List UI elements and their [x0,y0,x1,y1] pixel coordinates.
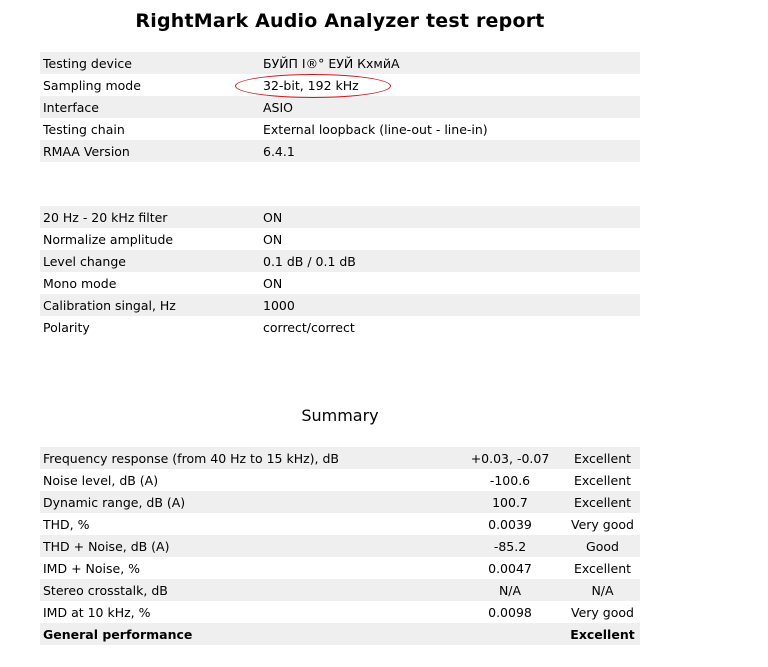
row-label: General performance [40,623,455,645]
row-label: Frequency response (from 40 Hz to 15 kHz), dB [40,447,455,469]
table-row [40,601,640,623]
general-performance-row [40,623,640,645]
row-rating: Excellent [565,469,640,491]
row-rating: N/A [565,579,640,601]
table-row [40,52,640,74]
row-value: 100.7 [455,491,565,513]
row-value: N/A [455,579,565,601]
row-rating: Excellent [565,447,640,469]
row-label: Mono mode [40,272,260,294]
row-label: Noise level, dB (A) [40,469,455,491]
row-label: IMD at 10 kHz, % [40,601,455,623]
row-value: ON [260,272,640,294]
row-rating: Very good [565,601,640,623]
row-value: 1000 [260,294,640,316]
row-rating: Excellent [565,491,640,513]
row-rating: Good [565,535,640,557]
row-label: Polarity [40,316,260,338]
row-value [455,623,565,645]
table-row [40,74,640,96]
table-row [40,272,640,294]
row-value: -100.6 [455,469,565,491]
table-row [40,491,640,513]
table-row [40,557,640,579]
row-value: 6.4.1 [260,140,640,162]
row-rating: Very good [565,513,640,535]
row-value: ON [260,206,640,228]
row-value: БУЙП I®° ЕУЙ КхмйА [260,52,640,74]
row-value: ON [260,228,640,250]
row-value: 0.0098 [455,601,565,623]
row-label: RMAA Version [40,140,260,162]
row-value: External loopback (line-out - line-in) [260,118,640,140]
row-value: 0.1 dB / 0.1 dB [260,250,640,272]
summary-heading: Summary [301,406,379,425]
row-label: Dynamic range, dB (A) [40,491,455,513]
row-value: ASIO [260,96,640,118]
table-row [40,316,640,338]
table-row [40,118,640,140]
table-row [40,535,640,557]
row-label: Testing device [40,52,260,74]
table-row [40,206,640,228]
summary-table [40,447,640,645]
row-label: Testing chain [40,118,260,140]
row-label: Calibration singal, Hz [40,294,260,316]
row-value: 0.0039 [455,513,565,535]
row-label: THD, % [40,513,455,535]
row-rating: Excellent [565,557,640,579]
table-row [40,513,640,535]
row-label: Normalize amplitude [40,228,260,250]
table-row [40,140,640,162]
table-row [40,447,640,469]
table-row [40,96,640,118]
table-row [40,579,640,601]
row-value: 0.0047 [455,557,565,579]
row-value: correct/correct [260,316,640,338]
settings-table [40,206,640,338]
row-label: Level change [40,250,260,272]
row-value: +0.03, -0.07 [455,447,565,469]
row-label: THD + Noise, dB (A) [40,535,455,557]
row-value: 32-bit, 192 kHz [260,74,640,96]
table-row [40,250,640,272]
report-title: RightMark Audio Analyzer test report [135,10,545,32]
row-label: 20 Hz - 20 kHz filter [40,206,260,228]
row-label: Interface [40,96,260,118]
row-label: IMD + Noise, % [40,557,455,579]
table-row [40,469,640,491]
row-rating: Excellent [565,623,640,645]
row-value: -85.2 [455,535,565,557]
row-label: Stereo crosstalk, dB [40,579,455,601]
table-row [40,228,640,250]
row-label: Sampling mode [40,74,260,96]
device-info-table [40,52,640,162]
table-row [40,294,640,316]
